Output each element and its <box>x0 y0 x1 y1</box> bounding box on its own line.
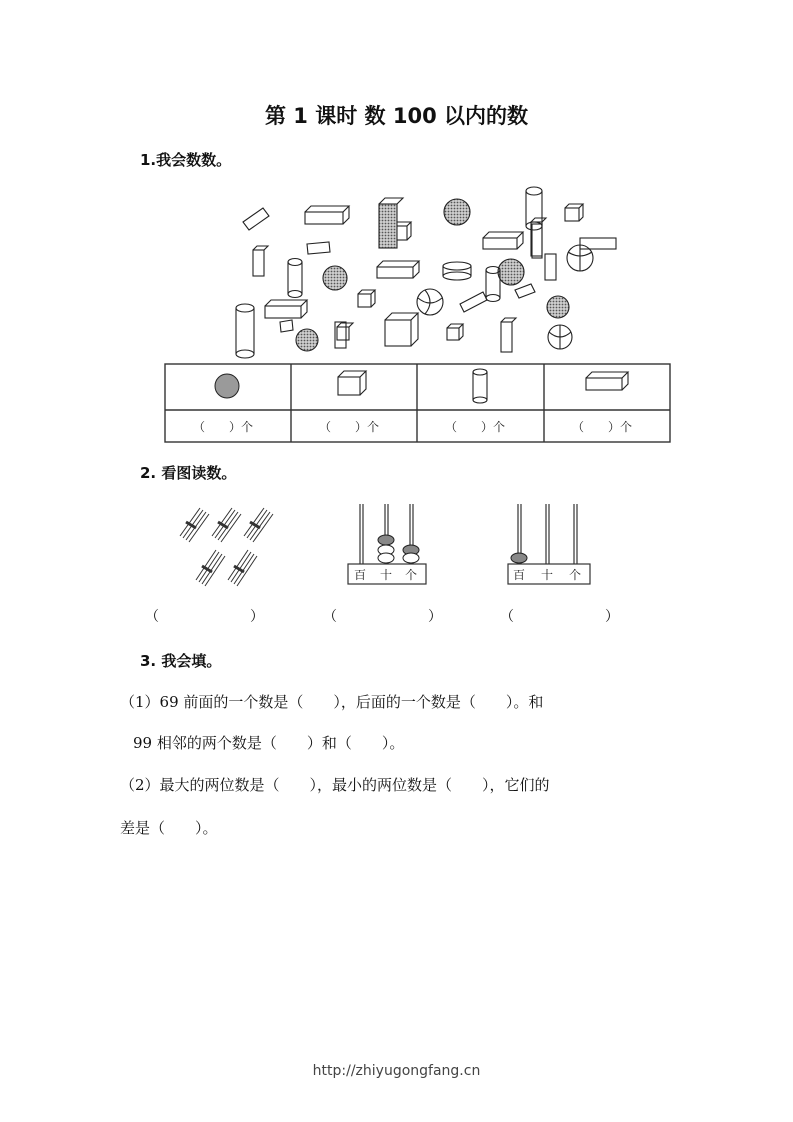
abacus-label-ones: 个 <box>405 568 418 582</box>
cylinder-shape <box>236 304 254 358</box>
sphere-shape <box>498 259 524 285</box>
cuboid-shape <box>265 300 307 318</box>
sphere-shape <box>547 296 569 318</box>
answer-1-open[interactable]: （ <box>145 609 159 625</box>
cuboid-shape <box>580 238 616 249</box>
cube-shape <box>385 313 418 346</box>
count-cell-sphere[interactable]: （ ）个 <box>193 420 254 434</box>
section2-heading: 2. 看图读数。 <box>140 464 237 482</box>
cube-shape <box>337 323 353 340</box>
sphere-shape <box>444 199 470 225</box>
answer-2-close[interactable]: ） <box>428 609 442 625</box>
abacus-bead <box>403 553 419 563</box>
cube-shape <box>447 324 463 340</box>
cylinder-shape <box>288 259 302 298</box>
abacus-2 <box>504 500 592 588</box>
cylinder-shape <box>243 208 269 230</box>
count-cell-cuboid[interactable]: （ ）个 <box>572 420 633 434</box>
count-cell-cylinder[interactable]: （ ）个 <box>445 420 506 434</box>
ball-shape <box>417 289 443 315</box>
abacus-bead <box>378 535 394 545</box>
cuboid-icon <box>586 372 628 390</box>
cuboid-shape <box>377 261 419 278</box>
stick-bundle <box>212 508 241 542</box>
sphere-shape <box>323 266 347 290</box>
abacus-label-tens: 十 <box>541 568 554 582</box>
cylinder-shape <box>515 284 535 298</box>
cylinder-shape <box>460 292 487 312</box>
stick-bundle <box>180 508 209 542</box>
cuboid-shape <box>305 206 349 224</box>
stick-bundle <box>228 550 257 586</box>
abacus-bead <box>511 553 527 563</box>
cuboid-shape <box>501 318 516 352</box>
question-2-line-2: 差是（ ）。 <box>120 819 218 837</box>
answer-3-close[interactable]: ） <box>605 609 619 625</box>
answer-1-close[interactable]: ） <box>250 609 264 625</box>
cube-shape <box>358 290 375 307</box>
cuboid-shape <box>532 224 542 258</box>
cuboid-shape <box>253 246 268 276</box>
cuboid-shape <box>483 232 523 249</box>
stick-bundle <box>244 508 273 542</box>
shapes-illustration <box>225 180 625 360</box>
cylinder-icon <box>473 369 487 403</box>
cube-icon <box>338 371 366 395</box>
question-1-line-2: 99 相邻的两个数是（ ）和（ ）。 <box>133 734 405 752</box>
stick-bundles-illustration <box>172 500 282 588</box>
cylinder-shape <box>280 320 293 332</box>
section2-answers <box>0 606 793 626</box>
abacus-label-tens: 十 <box>380 568 393 582</box>
section1-heading: 1.我会数数。 <box>140 151 232 169</box>
question-2-line-1: （2）最大的两位数是（ ），最小的两位数是（ ），它们的 <box>120 776 550 794</box>
question-1-line-1: （1）69 前面的一个数是（ ），后面的一个数是（ ）。和 <box>120 693 544 711</box>
section3-heading: 3. 我会填。 <box>140 652 222 670</box>
answer-2-open[interactable]: （ <box>323 609 337 625</box>
ball-shape <box>548 325 572 349</box>
abacus-label-hundreds: 百 <box>354 568 367 582</box>
answer-3-open[interactable]: （ <box>500 609 514 625</box>
abacus-1 <box>344 500 428 588</box>
page-title: 第 1 课时 数 100 以内的数 <box>264 104 528 128</box>
count-cell-cube[interactable]: （ ）个 <box>319 420 380 434</box>
sphere-shape <box>296 329 318 351</box>
abacus-bead <box>378 553 394 563</box>
abacus-label-ones: 个 <box>569 568 582 582</box>
footer-url[interactable]: http://zhiyugongfang.cn <box>312 1063 481 1079</box>
abacus-label-hundreds: 百 <box>513 568 526 582</box>
stick-bundle <box>196 550 225 586</box>
count-table <box>145 360 675 448</box>
cylinder-shape <box>443 262 471 280</box>
sphere-icon <box>215 374 239 398</box>
cylinder-shape <box>307 242 330 254</box>
cube-shape <box>565 204 583 221</box>
cuboid-shape <box>545 254 556 280</box>
